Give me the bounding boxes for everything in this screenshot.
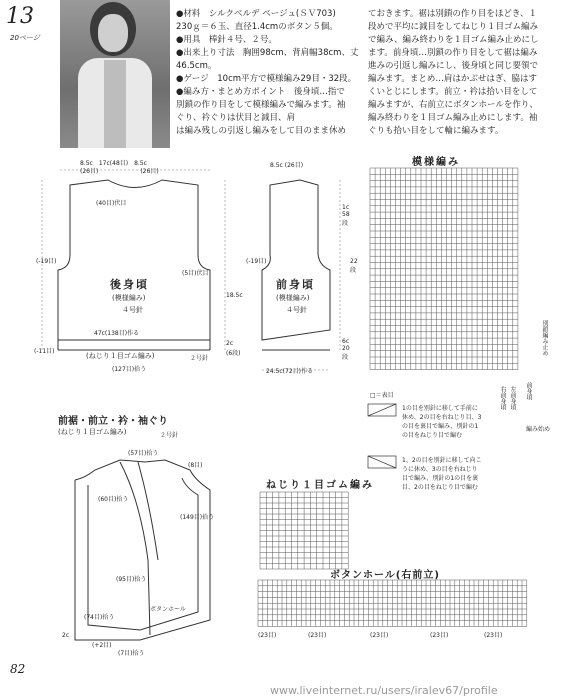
- pattern-number: 13: [6, 4, 34, 29]
- bh-count-5: (23目): [484, 632, 503, 639]
- bh-count-1: (23目): [258, 632, 277, 639]
- back-hem-label: (ねじり１目ゴム編み): [86, 352, 155, 360]
- front-right-dim-2: 22 段: [350, 258, 358, 274]
- pattern-note-4: 編み始め: [526, 426, 551, 433]
- bands-bottom: (7目)拾う: [118, 650, 145, 657]
- bands-needle: ２号針: [160, 432, 179, 439]
- back-bind-off: (40目)伏目: [96, 200, 127, 207]
- page-ref: 20ページ: [10, 34, 40, 42]
- back-top-dim-2: (26目) (26目): [80, 168, 159, 175]
- pattern-title: 模様編み: [412, 157, 460, 168]
- front-underarm: (-19目): [246, 258, 267, 265]
- legend-cross-2: 1、2の目を別針に移して向こうに休め、3の目を右ねじり目で編み、別針の1の目を裏目、2の目をねじり目で編む: [402, 457, 482, 491]
- front-subtitle: (模様編み): [276, 294, 310, 302]
- bands-buttonhole: ボタンホール: [150, 606, 186, 613]
- front-top-dim: 8.5c (26目): [270, 162, 304, 169]
- back-rib-height: 2c: [226, 340, 234, 347]
- back-side-length: 18.5c: [226, 292, 243, 299]
- front-right-dim-3: 6c 20 段: [342, 338, 350, 361]
- rib-title: ねじり１目ゴム編み: [266, 480, 374, 491]
- front-needle: ４号針: [286, 306, 307, 314]
- back-needle: ４号針: [122, 306, 143, 314]
- back-hem-needle: ２号針: [190, 355, 209, 362]
- back-hem-decrease: (-11目): [34, 348, 55, 355]
- pattern-note-5: 別鎖編み止め: [541, 320, 548, 356]
- pattern-note-2: 左前身頃: [509, 386, 516, 410]
- bh-count-3: (23目): [370, 632, 389, 639]
- bands-left-front: (60目)拾う: [98, 496, 129, 503]
- watermark: www.liveinternet.ru/users/iralev67/profile: [270, 684, 498, 697]
- front-width: 24.5c(72目)作る: [266, 368, 313, 375]
- bands-8: (8目): [188, 462, 203, 469]
- bands-armhole: (149目)拾う: [180, 514, 215, 521]
- back-title: 後身頃: [110, 278, 149, 291]
- back-hem-count: (127目)拾う: [112, 366, 147, 373]
- page-number: 82: [10, 662, 26, 676]
- pattern-note-1: 前身頃: [525, 382, 532, 400]
- back-underarm-left: (-19目): [36, 258, 57, 265]
- legend-knit: □＝表目: [370, 392, 394, 399]
- bands-plus: (+2目): [92, 642, 112, 649]
- spec-text: ●材料 シルクベルデ ベージュ(ＳＶ703) 230ｇ＝６玉、直径1.4cmのボタン５個。 ●用具 棒針４号、２号。 ●出来上り寸法 胸囲98cm、背肩幅38cm、丈 46.5cm。 ●ゲージ 10cm平方で模様編み29目・32段。 ●編み方・まとめ方ポイント 後身頃…指で 別鎖の作り目をして模様編みで編みます。袖 ぐり、衿ぐりは伏目と減目、肩 は編み残しの引返し編みをして目のまま休め: [176, 9, 359, 136]
- buttonhole-title: ボタンホール(右前立): [330, 570, 440, 581]
- front-right-dim-1: 1c 58 段: [342, 204, 350, 227]
- bands-hem: (74目)拾う: [84, 614, 115, 621]
- back-subtitle: (模様編み): [112, 294, 146, 302]
- bands-2c: 2c: [62, 632, 70, 639]
- bands-right-front: (95目)拾う: [116, 576, 147, 583]
- bands-subtitle: (ねじり１目ゴム編み): [58, 428, 127, 436]
- pattern-note-3: 右前身頃: [499, 386, 506, 410]
- bh-count-4: (23目): [430, 632, 449, 639]
- bands-title: 前裾・前立・衿・袖ぐり: [58, 416, 168, 427]
- bh-count-2: (23目): [308, 632, 327, 639]
- back-width: 47c(138目)作る: [94, 330, 140, 337]
- back-rib-rows: (6段): [226, 350, 241, 357]
- legend-cross-1: 1の目を別針に移して手前に休め、2の目を右ねじり目、3の目を裏目で編み、別針の1の目をねじり目で編む: [402, 405, 482, 439]
- back-armhole-bo: (5目)伏目: [182, 270, 209, 277]
- instructions-text: ておきます。裾は別鎖の作り目をほどき、１ 段めで平均に減目をしてねじり１目ゴム編み で編み、編み終わりを１目ゴム編み止めにし ます。前身頃…別鎖の作り目をして裾は編み 進みの引返し編みにし、後身頃と同じ要領で 編みます。まとめ…肩はかぶせはぎ、脇はす くいとじにします。前立・衿は拾い目をして 編みますが、右前立にボタンホールを作り、 編み終わりを１目ゴム編み止めにします。袖 ぐりも拾い目をして輪に編みます。: [368, 9, 539, 136]
- bands-neck: (57目)拾う: [128, 450, 159, 457]
- front-title: 前身頃: [276, 278, 315, 291]
- back-top-dim: 8.5c 17c(48目) 8.5c: [80, 160, 147, 167]
